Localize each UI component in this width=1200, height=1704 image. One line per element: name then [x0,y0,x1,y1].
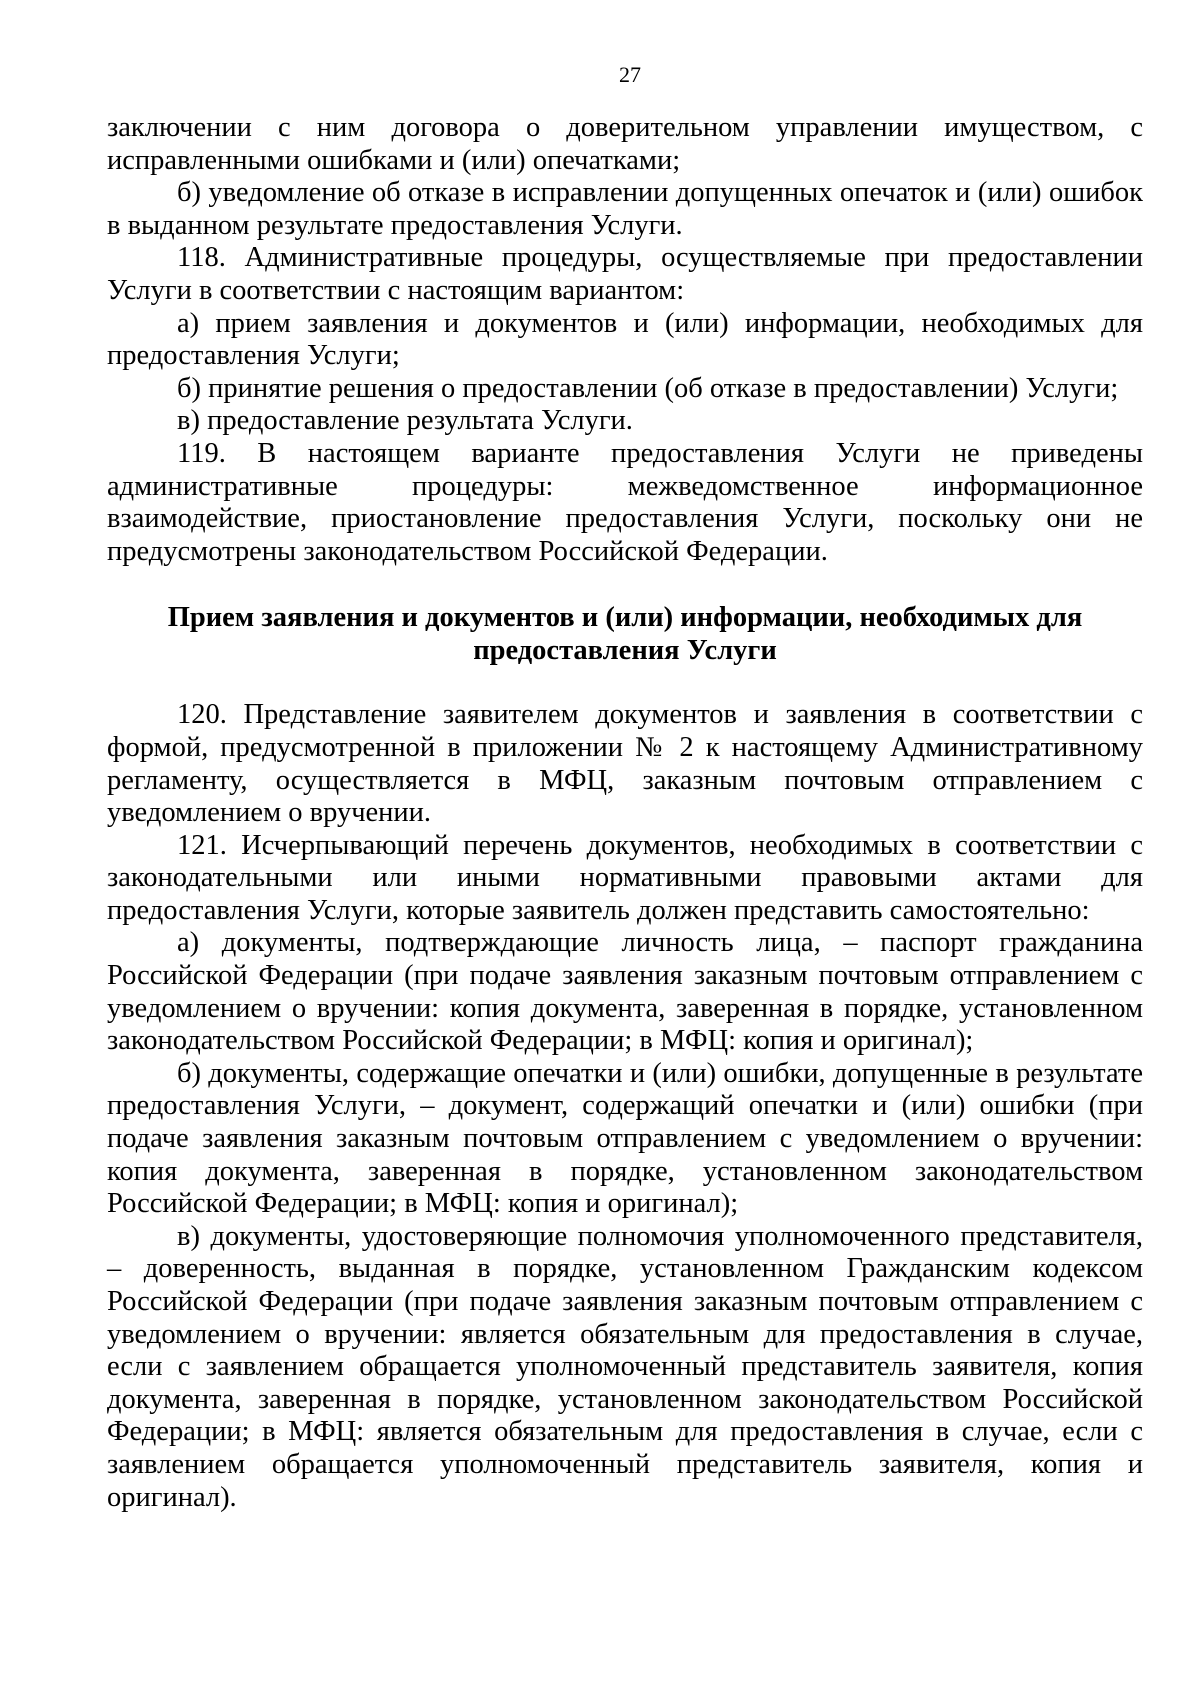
document-body [107,112,1143,1514]
paragraph-118-item-b: б) принятие решения о предоставлении (об отказе в предоставлении) Услуги; [177,372,1119,404]
paragraph-120: 120. Представление заявителем документов и заявления в соответствии с формой, предусмотренной в приложении № 2 к настоящему Административному регламенту, осуществляется в МФЦ, заказным почтовым отправлением с уведомлением о вручении. [107,699,1143,829]
paragraph-119: 119. В настоящем варианте предоставления Услуги не приведены административные процедуры: межведомственное информационное взаимодействие, приостановление предоставления Услуги, поскольку они не предусмотрены законодательством Российской Федерации. [107,437,1143,567]
paragraph-118-item-a: а) прием заявления и документов и (или) информации, необходимых для предоставления Услуги; [107,307,1143,372]
paragraph-121: 121. Исчерпывающий перечень документов, необходимых в соответствии с законодательными или иными нормативными правовыми актами для предоставления Услуги, которые заявитель должен представить самостоятельно: [107,829,1143,926]
paragraph-121-item-b: б) документы, содержащие опечатки и (или) ошибки, допущенные в результате предоставления Услуги, – документ, содержащий опечатки и (или) ошибки (при подаче заявления заказным почтовым отправлением с уведомлением о вручении: копия документа, заверенная в порядке, установленном законодательством Российской Федерации; в МФЦ: копия и оригинал); [107,1057,1143,1220]
paragraph-continuation: заключении с ним договора о доверительном управлении имуществом, с исправленными ошибками и (или) опечатками; [107,112,1143,176]
section-heading [107,601,1143,667]
paragraph-item-b-notice: б) уведомление об отказе в исправлении допущенных опечаток и (или) ошибок в выданном результате предоставления Услуги. [107,177,1143,241]
paragraph-118: 118. Административные процедуры, осуществляемые при предоставлении Услуги в соответствии с настоящим вариантом: [107,242,1143,306]
section-heading-line-2: предоставления Услуги [473,635,777,667]
paragraph-118-item-c: в) предоставление результата Услуги. [177,405,633,437]
page-number: 27 [619,62,641,87]
paragraph-121-item-a: а) документы, подтверждающие личность лица, – паспорт гражданина Российской Федерации (при подаче заявления заказным почтовым отправлением с уведомлением о вручении: копия документа, заверенная в порядке, установленном законодательством Российской Федерации; в МФЦ: копия и оригинал); [107,927,1143,1057]
section-heading-line-1: Прием заявления и документов и (или) информации, необходимых для [167,602,1083,634]
paragraph-121-item-c: в) документы, удостоверяющие полномочия уполномоченного представителя, – доверенность, выданная в порядке, установленном Гражданским кодексом Российской Федерации (при подаче заявления заказным почтовым отправлением с уведомлением о вручении: является обязательным для предоставления в случае, если с заявлением обращается уполномоченный представитель заявителя, копия документа, заверенная в порядке, установленном законодательством Российской Федерации; в МФЦ: является обязательным для предоставления в случае, если с заявлением обращается уполномоченный представитель заявителя, копия и оригинал). [107,1220,1143,1513]
